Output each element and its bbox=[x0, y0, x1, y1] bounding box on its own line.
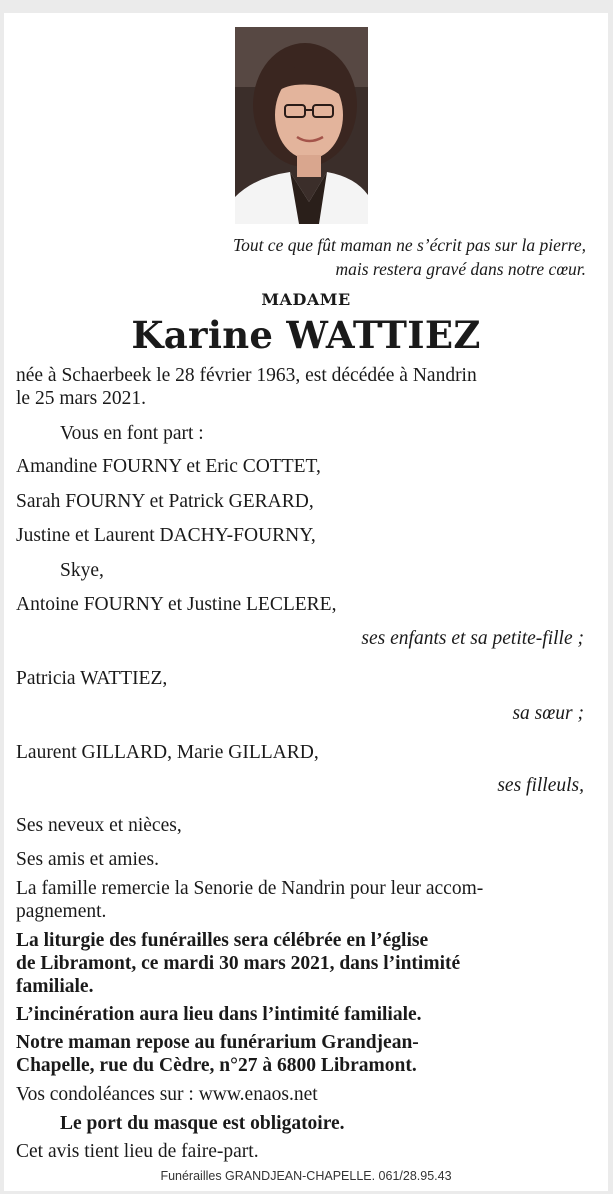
mask-notice: Le port du masque est obligatoire. bbox=[60, 1113, 345, 1134]
cremation-text: L’incinération aura lieu dans l’intimité familiale. bbox=[16, 1004, 422, 1025]
friends-text: Ses amis et amies. bbox=[16, 849, 159, 870]
portrait-photo bbox=[235, 27, 368, 224]
quote-line-2: mais restera gravé dans notre cœur. bbox=[335, 259, 586, 279]
family-grandchild: Skye, bbox=[60, 560, 104, 581]
quote-line-1: Tout ce que fût maman ne s’écrit pas sur la pierre, bbox=[232, 235, 586, 255]
funeral-home-footer: Funérailles GRANDJEAN-CHAPELLE. 061/28.95.43 bbox=[160, 1169, 452, 1183]
family-child-2: Sarah FOURNY et Patrick GERARD, bbox=[16, 491, 314, 512]
family-child-4: Antoine FOURNY et Justine LECLERE, bbox=[16, 594, 337, 615]
condolences-text: Vos condoléances sur : www.enaos.net bbox=[16, 1084, 318, 1105]
family-child-3: Justine et Laurent DACHY-FOURNY, bbox=[16, 525, 316, 546]
sister-name: Patricia WATTIEZ, bbox=[16, 668, 168, 689]
godchildren-role: ses filleuls, bbox=[497, 775, 584, 796]
nephews-text: Ses neveux et nièces, bbox=[16, 815, 182, 836]
honorific: MADAME bbox=[261, 290, 351, 309]
rest-line-1: Notre maman repose au funérarium Grandjean- bbox=[16, 1032, 419, 1053]
birth-line-2: le 25 mars 2021. bbox=[16, 388, 146, 409]
thanks-line-2: pagnement. bbox=[16, 901, 107, 922]
thanks-line-1: La famille remercie la Senorie de Nandrin pour leur accom- bbox=[16, 878, 484, 899]
deceased-name: Karine WATTIEZ bbox=[131, 313, 481, 357]
portrait-image bbox=[235, 27, 368, 224]
liturgy-line-3: familiale. bbox=[16, 976, 94, 997]
sister-role: sa sœur ; bbox=[512, 703, 584, 724]
liturgy-line-1: La liturgie des funérailles sera célébrée en l’église bbox=[16, 930, 429, 951]
birth-line-1: née à Schaerbeek le 28 février 1963, est décédée à Nandrin bbox=[16, 365, 477, 386]
epitaph-quote bbox=[66, 233, 586, 281]
rest-line-2: Chapelle, rue du Cèdre, n°27 à 6800 Libramont. bbox=[16, 1055, 417, 1076]
obituary-card bbox=[4, 13, 608, 1191]
godchildren-names: Laurent GILLARD, Marie GILLARD, bbox=[16, 742, 319, 763]
notice-text: Cet avis tient lieu de faire-part. bbox=[16, 1141, 259, 1162]
liturgy-line-2: de Libramont, ce mardi 30 mars 2021, dans l’intimité bbox=[16, 953, 461, 974]
announce-text: Vous en font part : bbox=[60, 423, 204, 444]
children-role: ses enfants et sa petite-fille ; bbox=[361, 628, 584, 649]
family-child-1: Amandine FOURNY et Eric COTTET, bbox=[16, 456, 321, 477]
